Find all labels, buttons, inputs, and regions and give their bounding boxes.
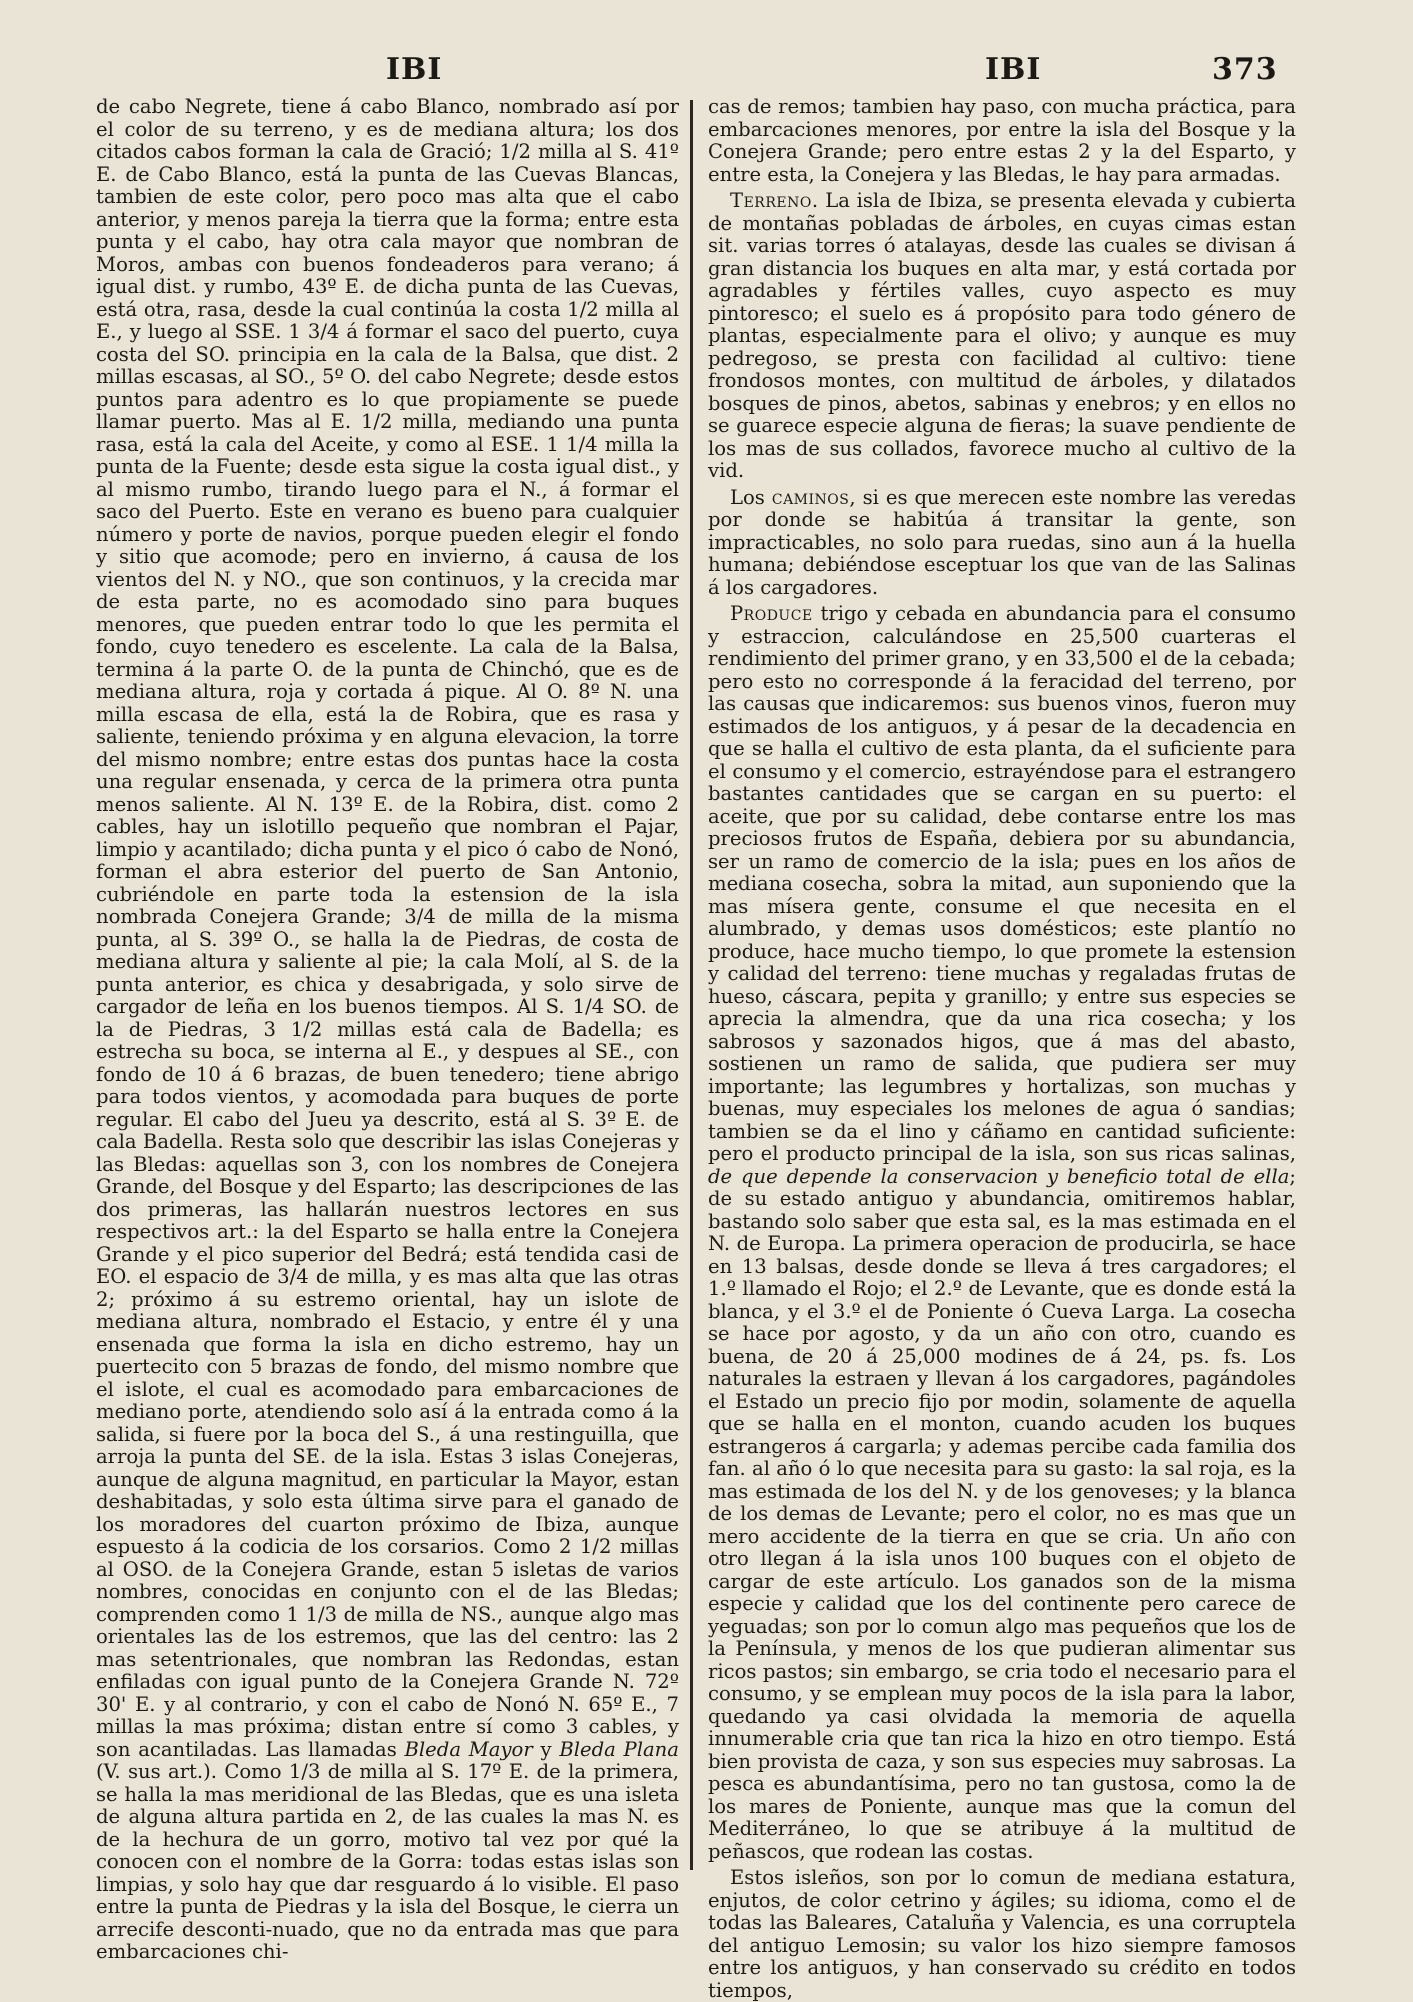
paragraph-text: La isla de Ibiza, se presenta elevada y cubierta de montañas pobladas de árboles, en cuyas cimas estan sit. varias torres ó atalayas, desde las cuales se divisan á gran distancia los buques en alta mar, y está cortada por agradables y fértiles valles, cuyo aspecto es muy pintoresco; el suelo es á propósito para todo género de plantas, especialmente para el olivo; y aunque es muy pedregoso, se presta con facilidad al cultivo: tiene frondosos montes, con multitud de árboles, y dilatados bosques de pinos, abetos, sabinas y enebros; y en ellos no se guarece especie alguna de fieras; la suave pendiente de los mas de sus collados, favorece mucho al cultivo de la vid. bbox=[708, 189, 1296, 482]
italic-phrase: de que depende la conservacion y beneficio total de ella bbox=[708, 1164, 1290, 1188]
italic-name: Bleda Mayor bbox=[404, 1737, 533, 1761]
section-label: Produce bbox=[730, 602, 813, 625]
paragraph-caminos bbox=[708, 487, 1296, 600]
section-label: Terreno. bbox=[730, 189, 819, 212]
right-column bbox=[708, 95, 1297, 2002]
paragraph: Estos isleños, son por lo comun de mediana estatura, enjutos, de color cetrino y ágiles; su idioma, como el de todas las Baleares, Cataluña y Valencia, es una corruptela del antiguo Lemosin; su valor los hizo siempre famosos entre los antiguos, y han conservado su crédito en todos tiempos, bbox=[708, 1866, 1296, 2002]
paragraph-text: de cabo Negrete, tiene á cabo Blanco, nombrado así por el color de su terreno, y es de mediana altura; los dos citados cabos forman la cala de Gració; 1/2 milla al S. 41º E. de Cabo Blanco, está la punta de las Cuevas Blancas, tambien de este color, pero poco mas alta que el cabo anterior, y menos pareja la tierra que la forma; entre esta punta y el cabo, hay otra cala mayor que nombran de Moros, ambas con buenos fondeaderos para verano; á igual dist. y rumbo, 43º E. de dicha punta de las Cuevas, está otra, rasa, desde la cual continúa la costa 1/2 milla al E., y luego al SSE. 1 3/4 á formar el saco del puerto, cuya costa del SO. principia en la cala de la Balsa, que dist. 2 millas escasas, al SO., 5º O. del cabo Negrete; desde estos puntos para adentro es lo que propiamente se puede llamar puerto. Mas al E. 1/2 milla, mediando una punta rasa, está la cala del Aceite, y como al ESE. 1 1/4 milla la punta de la Fuente; desde esta sigue la costa igual dist., y al mismo rumbo, tirando luego para el N., á formar el saco del Puerto. Este en verano es bueno para cualquier número y porte de navios, porque pueden elegir el fondo y sitio que acomode; pero en invierno, á causa de los vientos del N. y NO., que son continuos, y la crecida mar de esta parte, no es acomodado sino para buques menores, que pueden entrar todo lo que les permita el fondo, cuyo tenedero es escelente. La cala de la Balsa, termina á la parte O. de la punta de Chinchó, que es de mediana altura, roja y cortada á pique. Al O. 8º N. una milla escasa de ella, está la de Robira, que es rasa y saliente, teniendo próxima y en alguna elevacion, la torre del mismo nombre; entre estas dos puntas hace la costa una regular ensenada, y cerca de la primera otra punta menos saliente. Al N. 13º E. de la Robira, dist. como 2 cables, hay un islotillo pequeño que nombran el Pajar, limpio y acantilado; dicha punta y el pico ó cabo de Nonó, forman el abra esterior del puerto de San Antonio, cubriéndole en parte toda la estension de la isla nombrada Conejera Grande; 3/4 de milla de la misma punta, al S. 39º O., se halla la de Piedras, de costa de mediana altura y saliente al pie; la cala Molí, al S. de la punta anterior, es chica y desabrigada, y solo sirve de cargador de leña en los buenos tiempos. Al S. 1/4 SO. de la de Piedras, 3 1/2 millas está cala de Badella; es estrecha su boca, se interna al E., y despues al SE., con fondo de 10 á 6 brazas, de buen tenedero; tiene abrigo para todos vientos, y acomodada para buques de porte regular. El cabo del Jueu ya descrito, está al S. 3º E. de cala Badella. Resta solo que describir las islas Conejeras y las Bledas: aquellas son 3, con los nombres de Conejera Grande, del Bosque y del Esparto; las descripciones de las dos primeras, las hallarán nuestros lectores en sus respectivos art.: la del Esparto se halla entre la Conejera Grande y el pico superior del Bedrá; está tendida casi de EO. el espacio de 3/4 de milla, y es mas alta que las otras 2; próximo á su estremo oriental, hay un islote de mediana altura, nombrado el Estacio, y entre él y una ensenada que forma la isla en dicho estremo, hay un puertecito con 5 brazas de fondo, del mismo nombre que el islote, el cual es acomodado para embarcaciones de mediano porte, atendiendo solo así á la entrada como á la salida, si fuere por la boca del S., á una restinguilla, que arroja la punta del SE. de la isla. Estas 3 islas Conejeras, aunque de alguna magnitud, en particular la Mayor, estan deshabitadas, y solo esta última sirve para el ganado de los moradores del cuarton próximo de Ibiza, aunque espuesto á la codicia de los corsarios. Como 2 1/2 millas al OSO. de la Conejera Grande, estan 5 isletas de varios nombres, conocidas en conjunto con el de las Bledas; comprenden como 1 1/3 de milla de NS., aunque algo mas orientales las de los estremos, que las del centro: las 2 mas setentrionales, que nombran las Redondas, estan enfiladas con igual punto de la Conejera Grande N. 72º 30' E. y al contrario, y con el cabo de Nonó N. 65º E., 7 millas la mas próxima; distan entre sí como 3 cables, y son acantiladas. Las llamadas bbox=[96, 95, 679, 1761]
paragraph-terreno bbox=[708, 190, 1296, 483]
paragraph-text: (V. sus art.). Como 1/3 de milla al S. 17º E. de la primera, se halla la mas meridional de las Bledas, que es una isleta de alguna altura partida en 2, de las cuales la mas N. es de la hechura de un gorro, motivo tal vez por qué la conocen con el nombre de la Gorra: todas estas islas son limpias, y solo hay que dar resguardo á lo visible. El paso entre la punta de Piedras y la isla del Bosque, le cierra un arrecife desconti-nuado, que no da entrada mas que para embarcaciones chi- bbox=[96, 1760, 679, 1963]
paragraph-text: trigo y cebada en abundancia para el consumo y estraccion, calculándose en 25,500 cuarteras el rendimiento del primer grano, y en 33,500 el de la cebada; pero esto no corresponde á la feracidad del terreno, por las causas que indicaremos: sus buenos vinos, fueron muy estimados de los antiguos, y á pesar de la decadencia en que se halla el cultivo de esta planta, da el suficiente para el consumo y el comercio, estrayéndose para el estrangero bastantes cantidades que se cargan en su puerto: el aceite, que por su calidad, debe contarse entre los mas preciosos frutos de España, debiera por su abundancia, ser un ramo de comercio de la isla; pues en los años de mediana cosecha, sobra la mitad, aun suponiendo que la mas mísera gente, consume el que necesita en el alumbrado, y demas usos domésticos; este plantío no produce, hace mucho tiempo, lo que promete la estension y calidad del terreno: tiene muchas y regaladas frutas de hueso, cáscara, pepita y granillo; y entre sus especies se aprecia la almendra, que da una rica cosecha; y los sabrosos y sazonados higos, que á mas del abasto, sostienen un ramo de salida, que pudiera ser muy importante; las legumbres y hortalizas, son muchas y buenas, muy especiales los melones de agua ó sandias; tambien se da el lino y cáñamo en cantidad suficiente: pero el producto principal de la isla, son sus ricas salinas, bbox=[708, 602, 1296, 1165]
paragraph: cas de remos; tambien hay paso, con mucha práctica, para embarcaciones menores, por entre la isla del Bosque y la Conejera Grande; pero entre estas 2 y la del Esparto, y entre esta, la Conejera y las Bledas, le hay para armadas. bbox=[708, 95, 1296, 186]
italic-name: Bleda Plana bbox=[559, 1737, 679, 1761]
page-number: 373 bbox=[1212, 52, 1278, 87]
paragraph-text: , si es que merecen este nombre las veredas por donde se habitúa á transitar la gente, son impracticables, no solo para ruedas, sino aun á la huella humana; debiéndose esceptuar los que van de las Salinas á los cargadores. bbox=[708, 485, 1297, 599]
running-head-right: IBI bbox=[985, 52, 1042, 87]
running-head-left: IBI bbox=[386, 52, 443, 87]
paragraph-text: ; de su estado antiguo y abundancia, omitiremos hablar, bastando solo saber que esta sal, es la mas estimada en el N. de Europa. La primera operacion de producirla, se hace en 13 balsas, desde donde se lleva á tres cargadores; el 1.º llamado el Rojo; el 2.º de Levante, que es donde está la blanca, y el 3.º el de Poniente ó Cueva Larga. La cosecha se hace por agosto, y da un año con otro, cuando es buena, de 20 á 25,000 modines de á 24, ps. fs. Los naturales la estraen y llevan á los cargadores, pagándoles el Estado un precio fijo por modin, solamente de aquella que se halla en el monton, cuando acuden los buques estrangeros á cargarla; y ademas percibe cada familia dos fan. al año ó lo que necesita para su gasto: la sal roja, es la mas estimada de los del N. y de los genoveses; y la blanca de los demas de Levante; pero el color, no es mas que un mero accidente de la tierra en que se cria. Un año con otro llegan á la isla unos 100 buques con el objeto de cargar de este artículo. Los ganados son de la misma especie y calidad que los del continente pero carece de yeguadas; son por lo comun algo mas pequeños que los de la Península, y menos de los que pudieran alimentar sus ricos pastos; sin embargo, se cria todo el necesario para el consumo, y se emplean muy pocos de la isla para la labor, quedando ya casi olvidada la memoria de aquella innumerable cria que tan rica la hizo en otro tiempo. Está bien provista de caza, y son sus especies muy sabrosas. La pesca es abundantísima, pero no tan gustosa, como la de los mares de Poniente, aunque mas que la comun del Mediterráneo, lo que se atribuye á la multitud de peñascos, que rodean las costas. bbox=[708, 1164, 1296, 1863]
conjunction: y bbox=[540, 1737, 552, 1761]
column-rule bbox=[690, 100, 693, 1870]
paragraph bbox=[96, 96, 679, 1964]
paragraph-text: Los bbox=[730, 485, 765, 509]
paragraph-produce bbox=[708, 603, 1296, 1863]
section-label: caminos bbox=[771, 485, 850, 509]
left-column bbox=[96, 95, 679, 1963]
